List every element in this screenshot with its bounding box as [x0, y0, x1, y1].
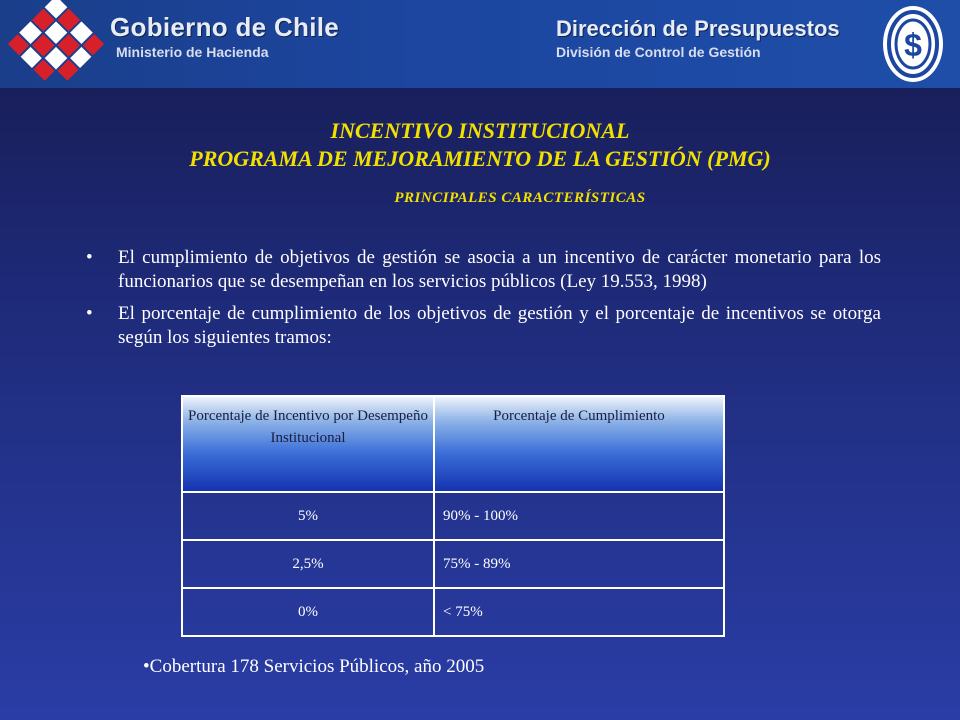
- title-line-1: INCENTIVO INSTITUCIONAL: [330, 118, 630, 143]
- coverage-note: •Cobertura 178 Servicios Públicos, año 2005: [143, 656, 485, 677]
- table-row: [182, 492, 724, 540]
- bullet-marker: •: [86, 303, 93, 324]
- table-header-row: [182, 396, 724, 492]
- incentive-cell: 5%: [182, 492, 434, 540]
- gobierno-de-chile-logo-icon: [6, 0, 106, 88]
- dipres-seal-icon: [872, 3, 954, 85]
- bullet-text: El porcentaje de cumplimiento de los objetivos de gestión y el porcentaje de incentivos se otorga según los siguientes tramos:: [118, 303, 881, 348]
- header-compliance: Porcentaje de Cumplimiento: [434, 396, 724, 492]
- compliance-cell: 90% - 100%: [434, 492, 724, 540]
- gov-subtitle: Ministerio de Hacienda: [116, 44, 269, 60]
- subtitle: PRINCIPALES CARACTERÍSTICAS: [394, 190, 646, 206]
- table-row: [182, 588, 724, 636]
- dept-title: Dirección de Presupuestos: [556, 16, 840, 41]
- seal-symbol: $: [904, 27, 922, 63]
- header-band: [0, 0, 960, 88]
- bullet-item: [86, 246, 881, 294]
- dept-subtitle: División de Control de Gestión: [556, 44, 761, 60]
- bullet-marker: •: [86, 247, 93, 268]
- bullet-text: El cumplimiento de objetivos de gestión se asocia a un incentivo de carácter monetario para los funcionarios que se desempeñan en los servicios públicos (Ley 19.553, 1998): [118, 247, 881, 292]
- incentive-cell: 2,5%: [182, 540, 434, 588]
- gov-title: Gobierno de Chile: [110, 12, 340, 42]
- incentive-cell: 0%: [182, 588, 434, 636]
- title-line-2: PROGRAMA DE MEJORAMIENTO DE LA GESTIÓN (PMG): [189, 146, 771, 171]
- incentive-table: [181, 395, 725, 637]
- bullet-list: [86, 246, 881, 358]
- compliance-cell: < 75%: [434, 588, 724, 636]
- table-row: [182, 540, 724, 588]
- header-incentive: Porcentaje de Incentivo por Desempeño Institucional: [182, 396, 434, 492]
- compliance-cell: 75% - 89%: [434, 540, 724, 588]
- bullet-item: [86, 302, 881, 350]
